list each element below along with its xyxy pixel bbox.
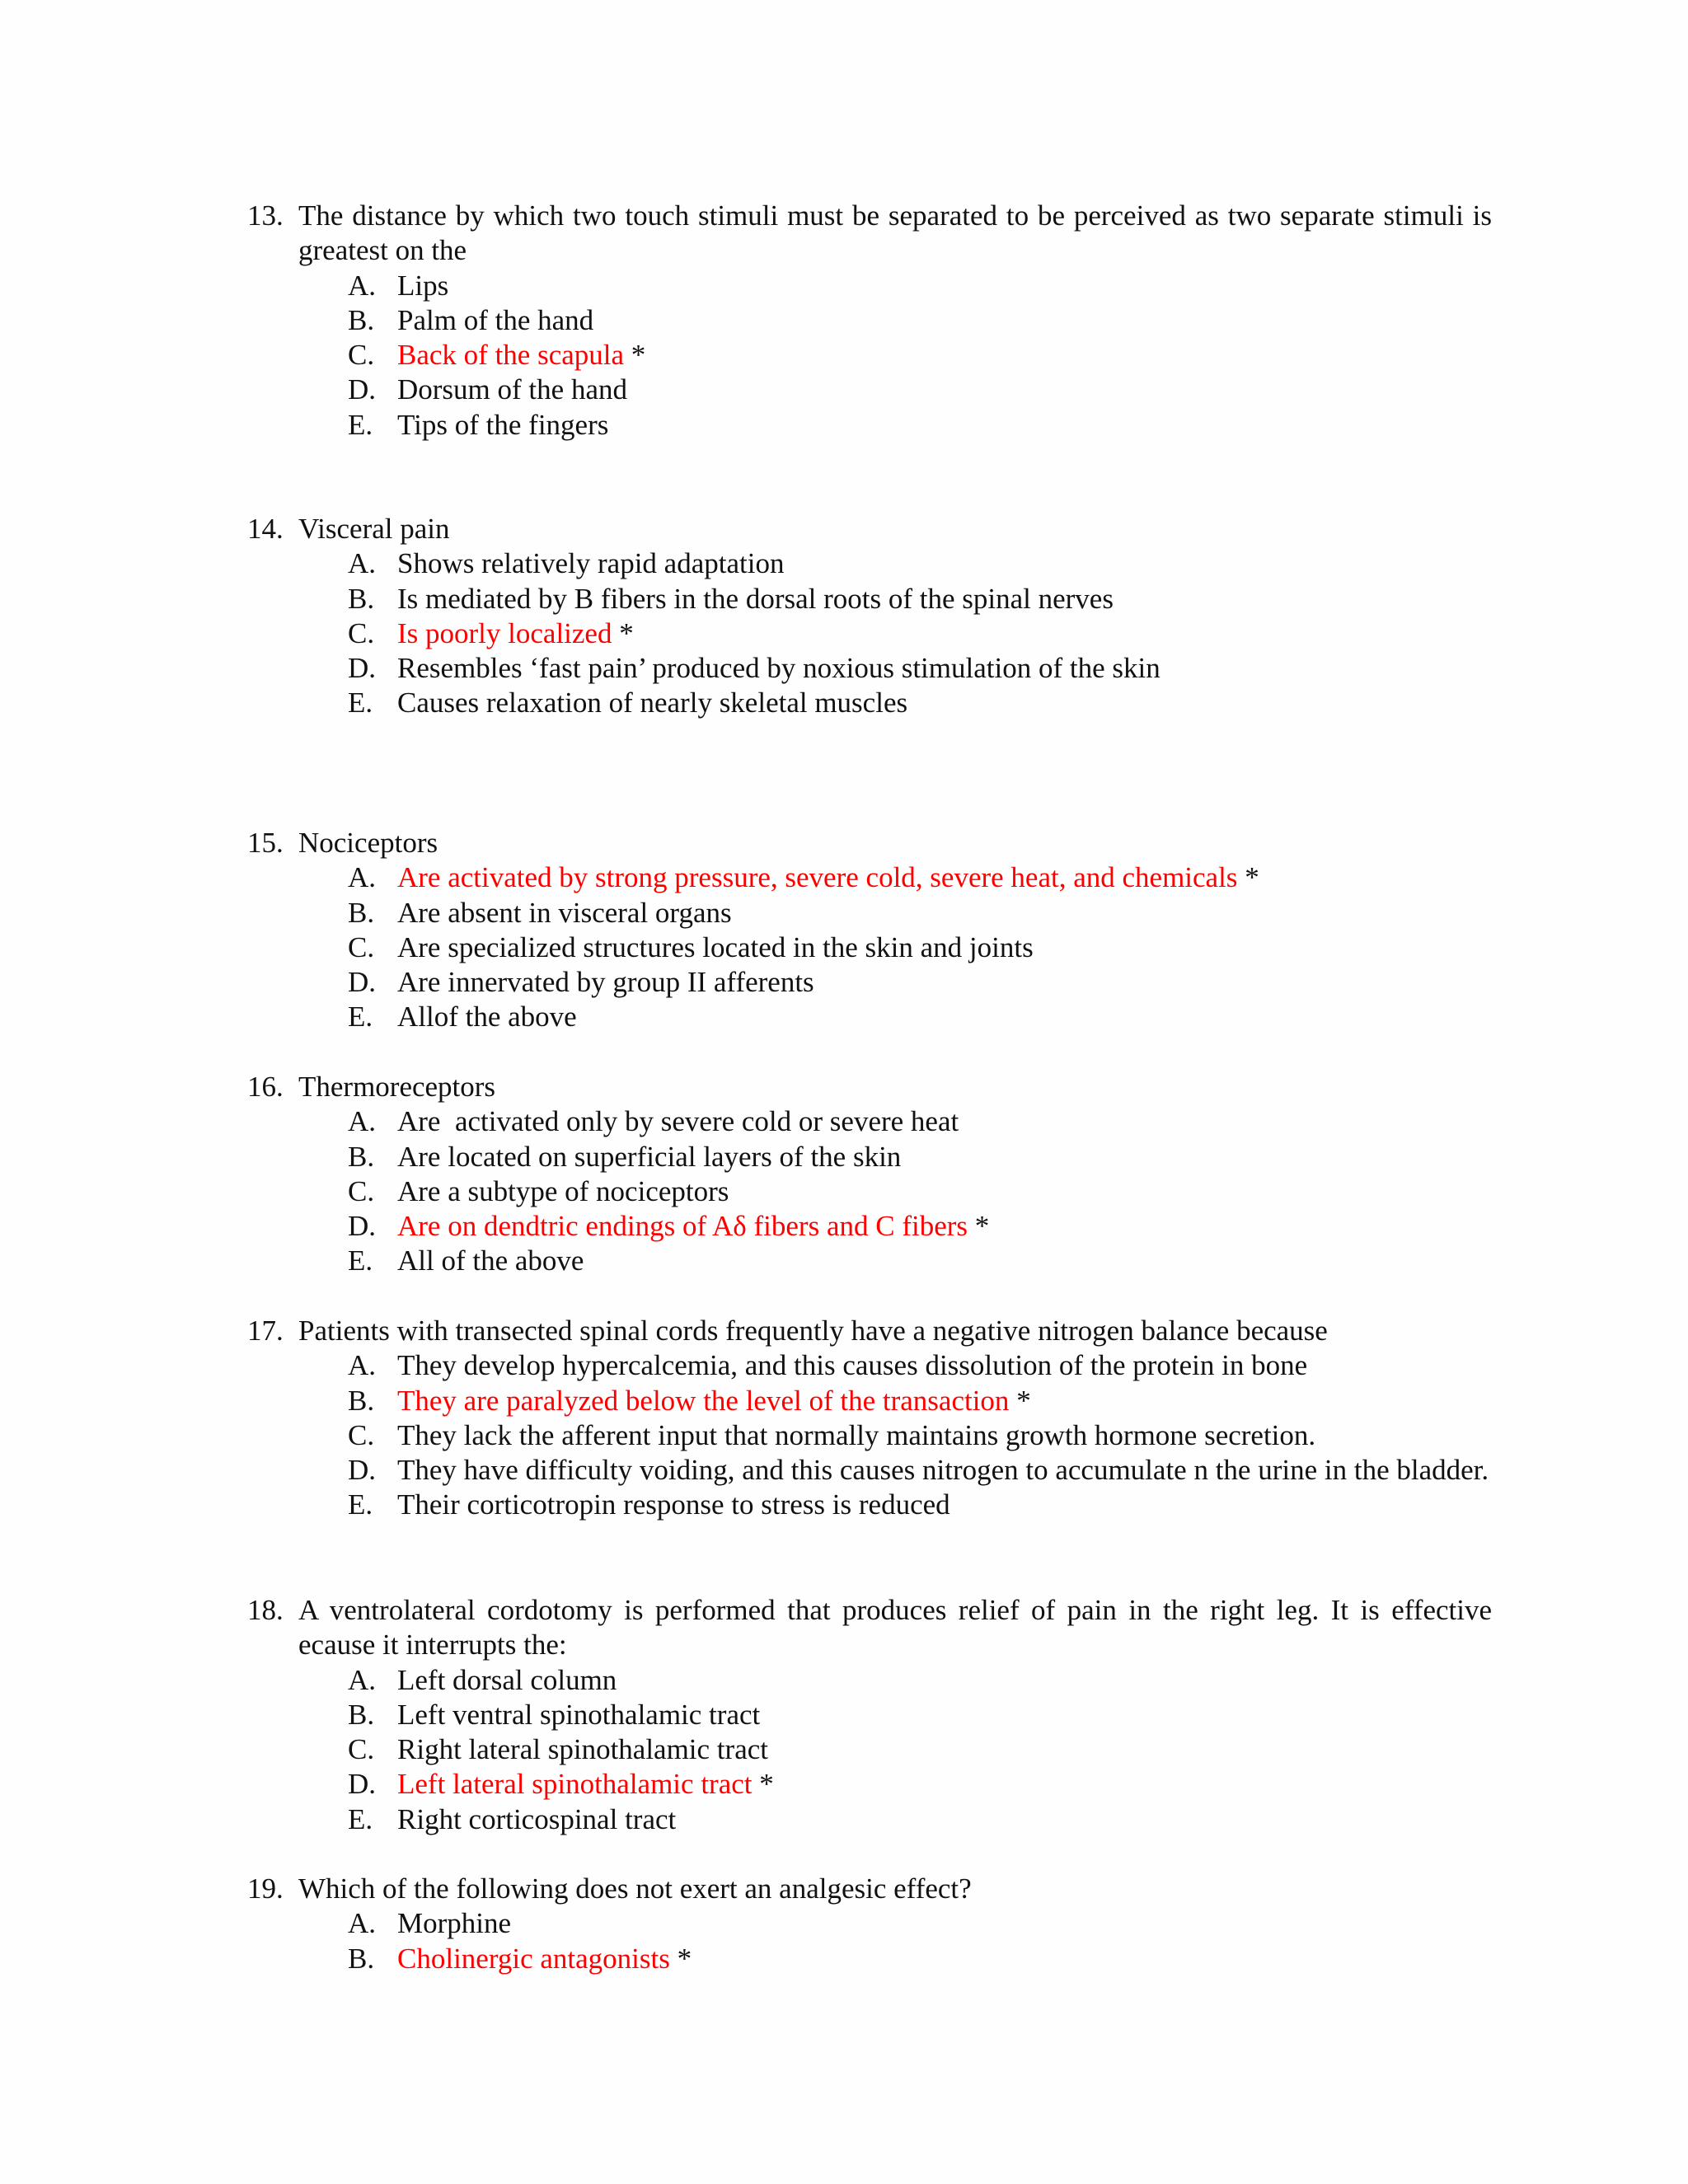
question-number: 13. [247,199,284,232]
question-stem [247,826,1492,860]
correct-answer-text: Are activated by strong pressure, severe cold, severe heat, and chemicals [397,861,1238,894]
option-letter: D. [348,966,377,999]
option-text: Tips of the fingers [397,408,609,441]
option-item [348,1348,1492,1383]
option-text: They develop hypercalcemia, and this causes dissolution of the protein in bone [397,1349,1308,1382]
option-item [348,1906,1492,1941]
option-letter: D. [348,652,377,685]
answer-marker: * [612,616,634,649]
option-text: Are specialized structures located in the skin and joints [397,930,1034,963]
option-letter: B. [348,896,375,929]
option-item [348,546,1492,581]
option-text: Left ventral spinothalamic tract [397,1698,761,1731]
option-text: Allof the above [397,1001,577,1033]
option-list [247,1906,1492,1976]
question-stem [247,1314,1492,1348]
option-text: They have difficulty voiding, and this causes nitrogen to accumulate n the urine in the bladder. [397,1454,1489,1487]
option-letter: C. [348,339,375,372]
option-text: Lips [397,269,449,302]
option-text: Left dorsal column [397,1663,617,1696]
option-text: Are innervated by group II afferents [397,966,814,999]
option-letter: A. [348,1907,377,1940]
option-item [348,1488,1492,1522]
answer-marker: * [752,1768,774,1801]
option-text: Causes relaxation of nearly skeletal muscles [397,687,908,719]
option-item-correct [348,338,1492,373]
option-list [247,269,1492,443]
question-text: Nociceptors [298,827,438,859]
option-letter: C. [348,1174,375,1207]
option-text: Are absent in visceral organs [397,896,732,929]
question-stem [247,1872,1492,1906]
option-item [348,896,1492,930]
option-letter: E. [348,1244,373,1277]
question-number: 16. [247,1071,284,1103]
option-item-correct [348,860,1492,895]
option-letter: D. [348,373,377,406]
option-letter: A. [348,1105,377,1138]
option-item [348,1453,1492,1488]
question-text: Patients with transected spinal cords frequently have a negative nitrogen balance because [298,1315,1328,1347]
option-letter: E. [348,1001,373,1033]
question-16 [247,1070,1492,1279]
option-text: Morphine [397,1907,512,1940]
option-letter: A. [348,269,377,302]
option-item [348,373,1492,407]
option-letter: B. [348,1384,375,1417]
answer-marker: * [624,339,646,372]
option-letter: B. [348,582,375,615]
question-stem [247,1070,1492,1104]
option-letter: B. [348,1140,375,1173]
option-item [348,1802,1492,1837]
option-letter: E. [348,687,373,719]
option-text: Their corticotropin response to stress is reduced [397,1488,950,1521]
option-letter: E. [348,1802,373,1835]
question-number: 19. [247,1872,284,1905]
question-19 [247,1872,1492,1976]
option-item [348,1732,1492,1767]
option-letter: B. [348,1942,375,1975]
correct-answer-text: Left lateral spinothalamic tract [397,1768,753,1801]
option-item [348,1663,1492,1698]
option-letter: C. [348,1733,375,1766]
option-item-correct [348,1384,1492,1418]
answer-marker: * [669,1942,692,1975]
option-letter: A. [348,861,377,894]
answer-marker: * [968,1210,990,1243]
option-text: Are located on superficial layers of the skin [397,1140,902,1173]
option-item [348,1174,1492,1209]
option-item [348,1000,1492,1034]
option-text: Right corticospinal tract [397,1802,677,1835]
option-text: Dorsum of the hand [397,373,627,406]
option-text: All of the above [397,1244,584,1277]
option-letter: E. [348,408,373,441]
option-list [247,1348,1492,1522]
option-letter: D. [348,1210,377,1243]
option-letter: D. [348,1454,377,1487]
option-list [247,546,1492,720]
option-item [348,1244,1492,1278]
question-number: 14. [247,513,284,545]
option-item-correct [348,1209,1492,1244]
option-text: Shows relatively rapid adaptation [397,547,785,580]
answer-marker: * [1009,1384,1031,1417]
option-item [348,1698,1492,1732]
question-13 [247,199,1492,443]
option-letter: C. [348,616,375,649]
option-letter: A. [348,547,377,580]
option-item-correct [348,616,1492,651]
option-item [348,965,1492,1000]
correct-answer-text: Back of the scapula [397,339,625,372]
option-item-correct [348,1767,1492,1802]
option-text: They lack the afferent input that normally maintains growth hormone secretion. [397,1418,1316,1451]
question-18 [247,1593,1492,1837]
question-17 [247,1314,1492,1523]
question-text: Visceral pain [298,513,450,545]
question-text: The distance by which two touch stimuli must be separated to be perceived as two separate stimuli is greatest on the [298,199,1492,267]
option-text: Are a subtype of nociceptors [397,1174,729,1207]
question-text: Thermoreceptors [298,1071,496,1103]
option-item [348,686,1492,720]
option-item [348,303,1492,338]
correct-answer-text: Are on dendtric endings of Aδ fibers and C fibers [397,1210,968,1243]
option-item [348,930,1492,965]
question-stem [247,1593,1492,1663]
option-list [247,1104,1492,1278]
option-letter: A. [348,1349,377,1382]
option-letter: A. [348,1663,377,1696]
option-item [348,269,1492,303]
question-15 [247,826,1492,1035]
option-letter: E. [348,1488,373,1521]
option-text: Right lateral spinothalamic tract [397,1733,768,1766]
correct-answer-text: Cholinergic antagonists [397,1942,670,1975]
question-number: 18. [247,1594,284,1626]
option-list [247,860,1492,1034]
option-item-correct [348,1942,1492,1976]
question-number: 17. [247,1315,284,1347]
option-text: Palm of the hand [397,303,594,336]
question-stem [247,199,1492,269]
question-text: A ventrolateral cordotomy is performed that produces relief of pain in the right leg. It is effective ecause it interrupts the: [298,1594,1492,1661]
option-text: Are activated only by severe cold or severe heat [397,1105,959,1138]
option-letter: B. [348,1698,375,1731]
correct-answer-text: They are paralyzed below the level of the transaction [397,1384,1010,1417]
option-letter: B. [348,303,375,336]
option-item [348,582,1492,616]
option-item [348,1418,1492,1453]
option-item [348,651,1492,686]
option-item [348,408,1492,443]
question-text: Which of the following does not exert an analgesic effect? [298,1872,972,1905]
option-letter: C. [348,930,375,963]
question-stem [247,512,1492,546]
option-text: Resembles ‘fast pain’ produced by noxious stimulation of the skin [397,652,1160,685]
option-letter: D. [348,1768,377,1801]
question-number: 15. [247,827,284,859]
option-list [247,1663,1492,1837]
option-letter: C. [348,1418,375,1451]
answer-marker: * [1237,861,1259,894]
option-item [348,1140,1492,1174]
option-text: Is mediated by B fibers in the dorsal roots of the spinal nerves [397,582,1114,615]
option-item [348,1104,1492,1139]
question-14 [247,512,1492,721]
correct-answer-text: Is poorly localized [397,616,612,649]
